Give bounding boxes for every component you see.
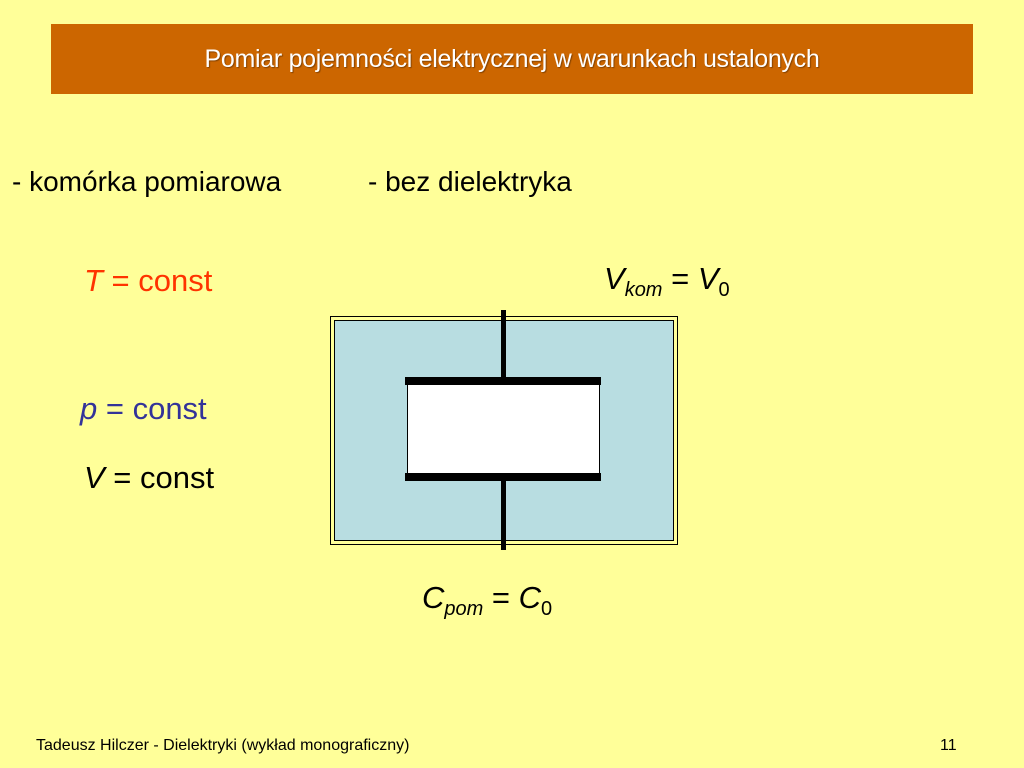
formula-rest-T: = const [102, 263, 213, 298]
formula-volume-const [84, 460, 214, 496]
formula-equals-C: = [483, 580, 519, 615]
formula-subscript-kom: kom [624, 279, 663, 301]
title-bar [51, 24, 973, 94]
formula-symbol-V0: V [697, 261, 719, 296]
formula-subscript-pom: pom [444, 598, 484, 620]
page-number: 11 [940, 737, 957, 754]
formula-voltage-equality [604, 261, 730, 302]
footer-author: Tadeusz Hilczer - Dielektryki (wykład monograficzny) [36, 737, 410, 754]
formula-symbol-V: V [84, 460, 105, 495]
top-lead-wire [501, 310, 506, 380]
formula-temperature-const [84, 263, 212, 299]
electrode-gap-vacuum [407, 384, 600, 474]
formula-capacitance-equality [422, 580, 552, 621]
bullet-no-dielectric: - bez dielektryka [368, 166, 572, 197]
formula-symbol-Cpom: C [422, 580, 445, 615]
bullet-measurement-cell: - komórka pomiarowa [12, 166, 282, 197]
formula-symbol-C0: C [518, 580, 542, 615]
top-electrode-plate [405, 377, 601, 385]
formula-symbol-Vkom: V [604, 261, 625, 296]
formula-symbol-p: p [80, 391, 98, 426]
formula-symbol-T: T [84, 263, 103, 298]
formula-equals-V: = [662, 261, 698, 296]
formula-pressure-const [80, 391, 207, 427]
formula-rest-V: = const [104, 460, 215, 495]
formula-subscript-0-V: 0 [718, 279, 730, 301]
slide-title: Pomiar pojemności elektrycznej w warunkach ustalonych [204, 44, 820, 73]
formula-rest-p: = const [97, 391, 207, 426]
bottom-lead-wire [501, 480, 506, 550]
formula-subscript-0-C: 0 [541, 598, 553, 620]
